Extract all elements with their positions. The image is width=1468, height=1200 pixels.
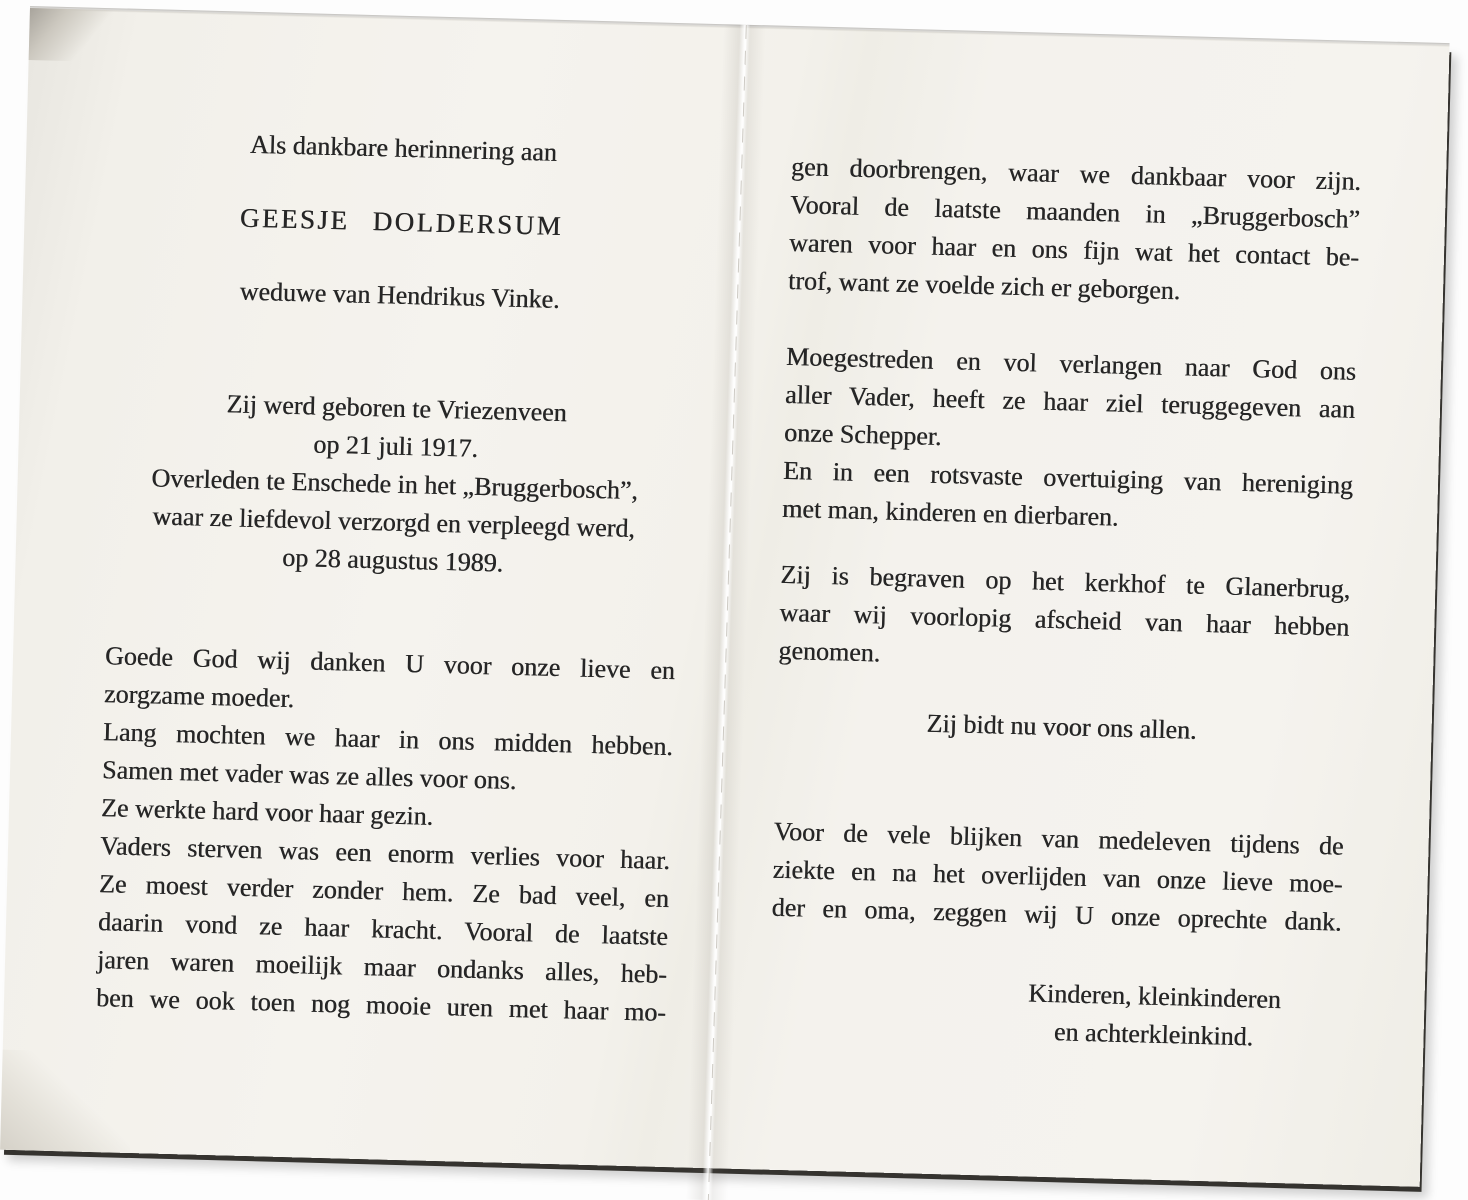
text-line: gen doorbrengen, waar we dankbaar voor zijn. bbox=[790, 151, 1362, 196]
tribute-paragraph bbox=[96, 637, 676, 1032]
center-fold-crease bbox=[686, 24, 766, 1200]
text-line: daarin vond ze haar kracht. Vooral de laatste bbox=[97, 907, 669, 952]
surrender-paragraph bbox=[782, 338, 1357, 543]
text-line: op 28 augustus 1989. bbox=[281, 542, 504, 578]
text-line: aller Vader, heeft ze haar ziel teruggegeven aan bbox=[784, 379, 1356, 424]
text-line: Zij is begraven op het kerkhof te Glanerbrug, bbox=[780, 559, 1351, 604]
burial-paragraph bbox=[778, 556, 1351, 685]
text-line: waar wij voorlopig afscheid van haar hebben bbox=[779, 597, 1350, 642]
widow-line bbox=[114, 269, 685, 322]
text-line: Lang mochten we haar in ons midden hebben. bbox=[102, 717, 674, 762]
left-page bbox=[96, 122, 689, 1032]
text-line: zorgzame moeder. bbox=[103, 679, 295, 714]
text-line: ziekte en na het overlijden van onze lieve moe- bbox=[772, 854, 1343, 899]
text-line: trof, want ze voelde zich er geborgen. bbox=[787, 265, 1181, 306]
text-line: Als dankbare herinnering aan bbox=[249, 129, 558, 167]
text-line: met man, kinderen en dierbaren. bbox=[781, 493, 1119, 532]
text-line: Vaders sterven was een enorm verlies voor haar. bbox=[99, 831, 671, 876]
paper-corner-fold-bottom-left bbox=[0, 1050, 133, 1153]
text-line: en achterkleinkind. bbox=[1053, 1017, 1254, 1052]
paper-corner-fold-top-left bbox=[29, 8, 126, 62]
text-line: jaren waren moeilijk maar ondanks alles, heb- bbox=[96, 945, 668, 989]
text-line: waren voor haar en ons fijn wat het contact be- bbox=[788, 227, 1360, 272]
right-page bbox=[768, 148, 1361, 1059]
text-line: Voor de vele blijken van medeleven tijdens de bbox=[773, 816, 1344, 861]
text-line: onze Schepper. bbox=[783, 417, 942, 452]
text-line: Zij werd geboren te Vriezenveen bbox=[226, 389, 568, 428]
text-line: GEESJE DOLDERSUM bbox=[239, 202, 564, 242]
text-line: Zij bidt nu voor ons allen. bbox=[926, 708, 1197, 745]
deceased-name bbox=[116, 195, 687, 248]
text-line: Vooral de laatste maanden in „Bruggerbosch” bbox=[789, 189, 1361, 234]
text-line: weduwe van Hendrikus Vinke. bbox=[239, 276, 560, 314]
text-line: der en oma, zeggen wij U onze oprechte dank. bbox=[771, 892, 1342, 937]
text-line: waar ze liefdevol verzorgd en verpleegd werd, bbox=[152, 501, 636, 544]
continuation-paragraph bbox=[788, 148, 1362, 315]
text-line: Ze moest verder zonder hem. Ze bad veel, en bbox=[98, 869, 670, 914]
text-line: ben we ook toen nog mooie uren met haar mo- bbox=[95, 983, 667, 1027]
text-line: op 21 juli 1917. bbox=[312, 429, 479, 463]
text-line: genomen. bbox=[778, 635, 881, 668]
text-line: En in een rotsvaste overtuiging van hereniging bbox=[782, 455, 1354, 500]
text-line: Goede God wij danken U voor onze lieve en bbox=[104, 641, 676, 686]
intro-line bbox=[118, 122, 689, 175]
thanks-paragraph bbox=[771, 813, 1344, 942]
signature bbox=[983, 973, 1325, 1058]
memorial-card-paper bbox=[0, 8, 1449, 1187]
text-line: Overleden te Enschede in het „Bruggerbosch”, bbox=[151, 463, 639, 506]
vital-dates-paragraph bbox=[107, 382, 682, 587]
text-line: Kinderen, kleinkinderen bbox=[1027, 978, 1282, 1015]
text-line: Samen met vader was ze alles voor ons. bbox=[101, 755, 517, 795]
text-line: Moegestreden en vol verlangen naar God ons bbox=[785, 341, 1357, 386]
text-line: Ze werkte hard voor haar gezin. bbox=[100, 793, 434, 831]
prayer-line bbox=[776, 701, 1347, 754]
